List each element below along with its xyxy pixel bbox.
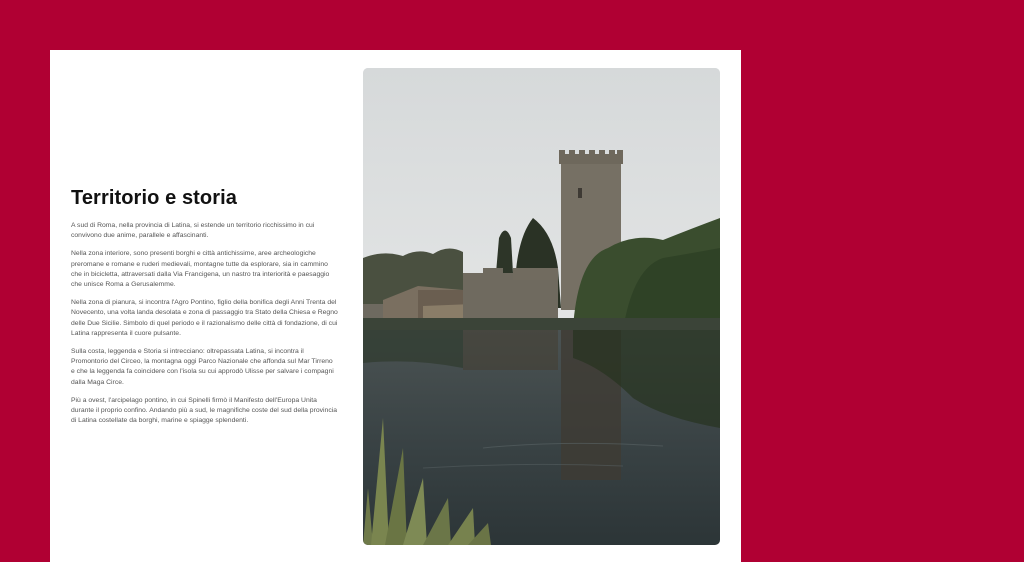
castle-lake-photo [363,68,720,545]
section-title: Territorio e storia [71,187,238,209]
paragraph-plain: Nella zona di pianura, si incontra l'Agro Pontino, figlio della bonifica degli Anni Trenta del Novecento, una volta landa desolata e zona di passaggio tra Stato della Chiesa e Regno delle Due Sicilie. Simbolo di quel periodo e il razionalismo delle città di fondazione, di cui Latina rappresenta il cuore pulsante. [71,299,338,337]
text-column [71,187,338,434]
paragraph-intro: A sud di Roma, nella provincia di Latina, si estende un territorio ricchissimo in cui convivono due anime, parallele e affascinanti. [71,222,315,240]
paragraph-west: Più a ovest, l'arcipelago pontino, in cui Spinelli firmò il Manifesto dell'Europa Unita durante il proprio confino. Andando più a sud, le magnifiche coste del sud della provincia di Latina costellate da borghi, marine e spiagge splendenti. [71,396,338,425]
paragraph-interior: Nella zona interiore, sono presenti borghi e città antichissime, aree archeologiche preromane e romane e ruderi medievali, montagne tutte da esplorare, sia in cammino che in bicicletta, attraversati dalla Via Francigena, un nastro tra interiorità e paesaggio che unisce Roma a Gerusalemme. [71,250,330,289]
paragraph-coast: Sulla costa, leggenda e Storia si intrecciano: oltrepassata Latina, si incontra il Promontorio del Circeo, la montagna oggi Parco Nazionale che affonda sul Mar Tirreno e che la leggenda fa coincidere con l'isola su cui approdò Ulisse per salvare i compagni dalla Maga Circe. [71,348,334,386]
content-card [50,50,741,562]
